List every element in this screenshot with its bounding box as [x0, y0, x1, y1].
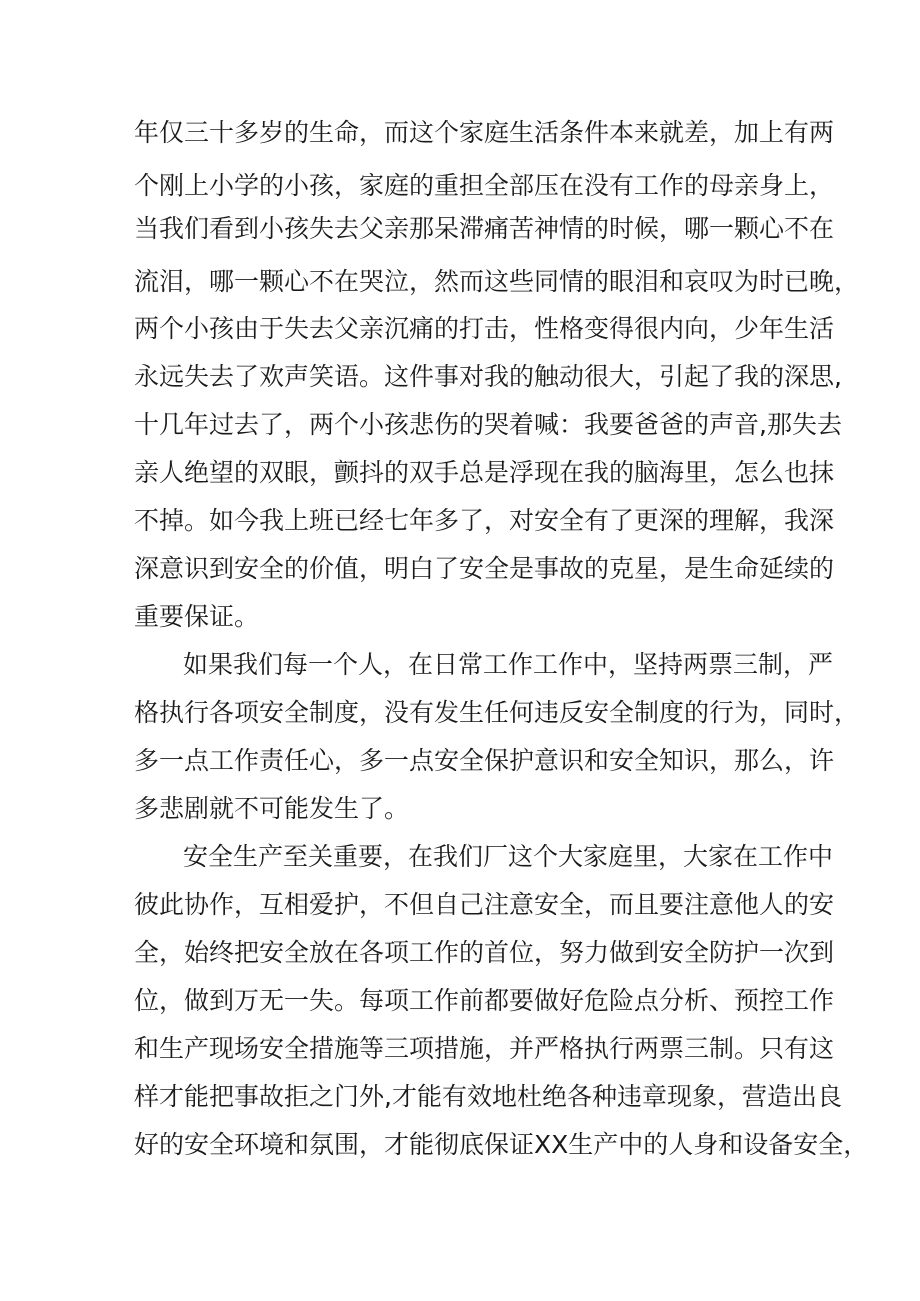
- text-line: 当我们看到小孩失去父亲那呆滞痛苦神情的时候，哪一颗心不在: [134, 214, 835, 243]
- text-line: 不掉。如今我上班已经七年多了，对安全有了更深的理解，我深: [134, 506, 835, 535]
- text-line: 十几年过去了，两个小孩悲伤的哭着喊：我要爸爸的声音,那失去: [134, 410, 842, 439]
- text-line: 亲人绝望的双眼，颤抖的双手总是浮现在我的脑海里，怎么也抹: [134, 458, 835, 487]
- paragraph-first-line: 安全生产至关重要，在我们厂这个大家庭里，大家在工作中: [183, 842, 834, 871]
- text-line: 个刚上小学的小孩，家庭的重担全部压在没有工作的母亲身上，: [134, 171, 835, 200]
- text-line: 两个小孩由于失去父亲沉痛的打击，性格变得很内向，少年生活: [134, 314, 835, 343]
- text-line: 彼此协作，互相爱护，不但自己注意安全，而且要注意他人的安: [134, 890, 835, 919]
- text-line: 年仅三十多岁的生命，而这个家庭生活条件本来就差，加上有两: [134, 118, 835, 147]
- text-line: 全，始终把安全放在各项工作的首位，努力做到安全防护一次到: [134, 938, 835, 967]
- text-line: 深意识到安全的价值，明白了安全是事故的克星，是生命延续的: [134, 554, 835, 583]
- text-line: 格执行各项安全制度，没有发生任何违反安全制度的行为，同时，: [134, 698, 860, 727]
- text-line: 和生产现场安全措施等三项措施，并严格执行两票三制。只有这: [134, 1034, 835, 1063]
- text-line: 位，做到万无一失。每项工作前都要做好危险点分析、预控工作: [134, 986, 835, 1015]
- text-line: 样才能把事故拒之门外,才能有效地杜绝各种违章现象，营造出良: [134, 1082, 842, 1111]
- text-line: 永远失去了欢声笑语。这件事对我的触动很大，引起了我的深思,: [134, 362, 842, 391]
- text-line: 多悲剧就不可能发生了。: [134, 794, 410, 823]
- text-line: 流泪，哪一颗心不在哭泣，然而这些同情的眼泪和哀叹为时已晚，: [134, 267, 860, 296]
- paragraph-first-line: 如果我们每一个人，在日常工作工作中，坚持两票三制，严: [183, 650, 834, 679]
- text-line: 多一点工作责任心，多一点安全保护意识和安全知识，那么，许: [134, 746, 835, 775]
- text-line: 好的安全环境和氛围，才能彻底保证XX生产中的人身和设备安全，: [134, 1130, 869, 1159]
- text-line: 重要保证。: [134, 602, 260, 631]
